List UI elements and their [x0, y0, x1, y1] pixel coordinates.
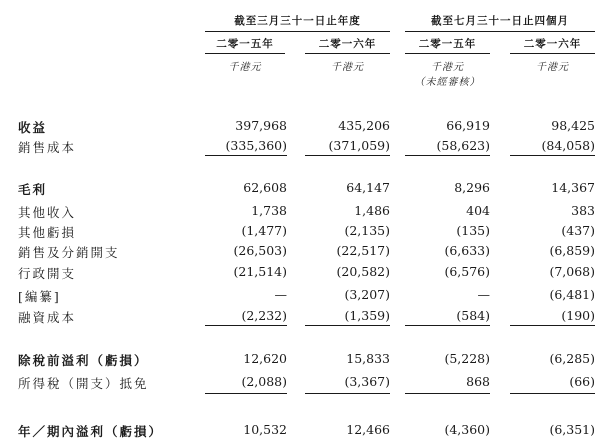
cell-value: 383: [571, 203, 595, 218]
col-note-unaudited: （未經審核）: [414, 77, 481, 88]
subtotal-rule: [305, 155, 390, 156]
subtotal-rule: [405, 155, 490, 156]
row-label: 銷售成本: [18, 140, 77, 155]
cell-value: 12,466: [346, 422, 390, 437]
cell-value: 8,296: [454, 180, 490, 195]
cell-value: (4,360): [444, 422, 490, 437]
table-row: [0, 351, 616, 369]
cell-value: 15,833: [346, 351, 390, 366]
header-group-four-months: 截至七月三十一日止四個月: [431, 15, 569, 27]
table-row: [0, 308, 616, 326]
row-label: 融資成本: [18, 310, 77, 325]
cell-value: (335,360): [225, 138, 287, 153]
cell-value: (5,228): [444, 351, 490, 366]
cell-value: 12,620: [243, 351, 287, 366]
col-header-rule-3: [405, 53, 490, 54]
cell-value: (2,232): [241, 308, 287, 323]
row-label: 所得稅（開支）抵免: [18, 376, 149, 391]
subtotal-rule: [510, 393, 595, 394]
subtotal-rule: [405, 325, 490, 326]
cell-value: 868: [466, 374, 490, 389]
col-header-year-4: 二零一六年: [523, 38, 582, 50]
row-label: 收益: [18, 120, 48, 135]
subtotal-rule: [205, 393, 287, 394]
table-row: [0, 203, 616, 221]
cell-value: 66,919: [446, 118, 490, 133]
cell-value: (84,058): [541, 138, 595, 153]
cell-value: 404: [466, 203, 490, 218]
col-unit-1: 千港元: [228, 62, 262, 73]
cell-value: (2,135): [344, 223, 390, 238]
col-header-year-3: 二零一五年: [418, 38, 477, 50]
row-label: [編纂]: [18, 289, 61, 304]
cell-value: (371,059): [328, 138, 390, 153]
cell-value: 64,147: [346, 180, 390, 195]
subtotal-rule: [205, 155, 287, 156]
cell-value: 1,486: [354, 203, 390, 218]
col-header-rule-2: [305, 53, 390, 54]
cell-value: (6,633): [444, 243, 490, 258]
cell-value: (26,503): [233, 243, 287, 258]
subtotal-rule: [305, 393, 390, 394]
cell-value: (66): [569, 374, 595, 389]
cell-value: 98,425: [551, 118, 595, 133]
col-unit-3: 千港元: [431, 62, 464, 73]
row-label: 年／期內溢利（虧損）: [18, 424, 164, 439]
table-row: [0, 180, 616, 198]
cell-value: (6,351): [549, 422, 595, 437]
table-row: [0, 264, 616, 282]
cell-value: (1,359): [344, 308, 390, 323]
cell-value: (1,477): [241, 223, 287, 238]
cell-value: 62,608: [243, 180, 287, 195]
cell-value: (190): [561, 308, 595, 323]
cell-value: 397,968: [235, 118, 287, 133]
row-label: 毛利: [18, 182, 48, 197]
row-label: 行政開支: [18, 266, 77, 281]
table-row: [0, 374, 616, 392]
cell-value: —: [274, 287, 287, 302]
row-label: 除稅前溢利（虧損）: [18, 353, 149, 368]
cell-value: (135): [456, 223, 490, 238]
cell-value: 10,532: [243, 422, 287, 437]
cell-value: (584): [456, 308, 490, 323]
subtotal-rule: [510, 155, 595, 156]
header-group-year: 截至三月三十一日止年度: [234, 15, 361, 27]
row-label: 銷售及分銷開支: [18, 245, 120, 260]
row-label: 其他虧損: [18, 225, 77, 240]
table-row: [0, 138, 616, 156]
col-unit-4: 千港元: [536, 62, 569, 73]
cell-value: (6,481): [549, 287, 595, 302]
col-header-year-2: 二零一六年: [318, 38, 377, 50]
table-row: [0, 243, 616, 261]
table-row: [0, 422, 616, 440]
header-group-year-rule: [205, 31, 390, 32]
col-unit-2: 千港元: [331, 62, 364, 73]
col-header-rule-1: [205, 53, 285, 54]
cell-value: (6,859): [549, 243, 595, 258]
cell-value: (20,582): [336, 264, 390, 279]
cell-value: (437): [561, 223, 595, 238]
table-row: [0, 223, 616, 241]
subtotal-rule: [405, 393, 490, 394]
row-label: 其他收入: [18, 205, 77, 220]
cell-value: (6,285): [549, 351, 595, 366]
cell-value: 14,367: [551, 180, 595, 195]
header-group-four-months-rule: [405, 31, 595, 32]
cell-value: —: [477, 287, 490, 302]
cell-value: 435,206: [338, 118, 390, 133]
subtotal-rule: [510, 325, 595, 326]
subtotal-rule: [305, 325, 390, 326]
cell-value: (2,088): [241, 374, 287, 389]
cell-value: (6,576): [444, 264, 490, 279]
cell-value: (58,623): [436, 138, 490, 153]
subtotal-rule: [205, 325, 287, 326]
cell-value: (3,207): [344, 287, 390, 302]
cell-value: (7,068): [549, 264, 595, 279]
cell-value: 1,738: [251, 203, 287, 218]
col-header-year-1: 二零一五年: [216, 38, 274, 50]
cell-value: (22,517): [336, 243, 390, 258]
cell-value: (3,367): [344, 374, 390, 389]
table-row: [0, 287, 616, 305]
table-row: [0, 118, 616, 136]
cell-value: (21,514): [233, 264, 287, 279]
col-header-rule-4: [510, 53, 595, 54]
